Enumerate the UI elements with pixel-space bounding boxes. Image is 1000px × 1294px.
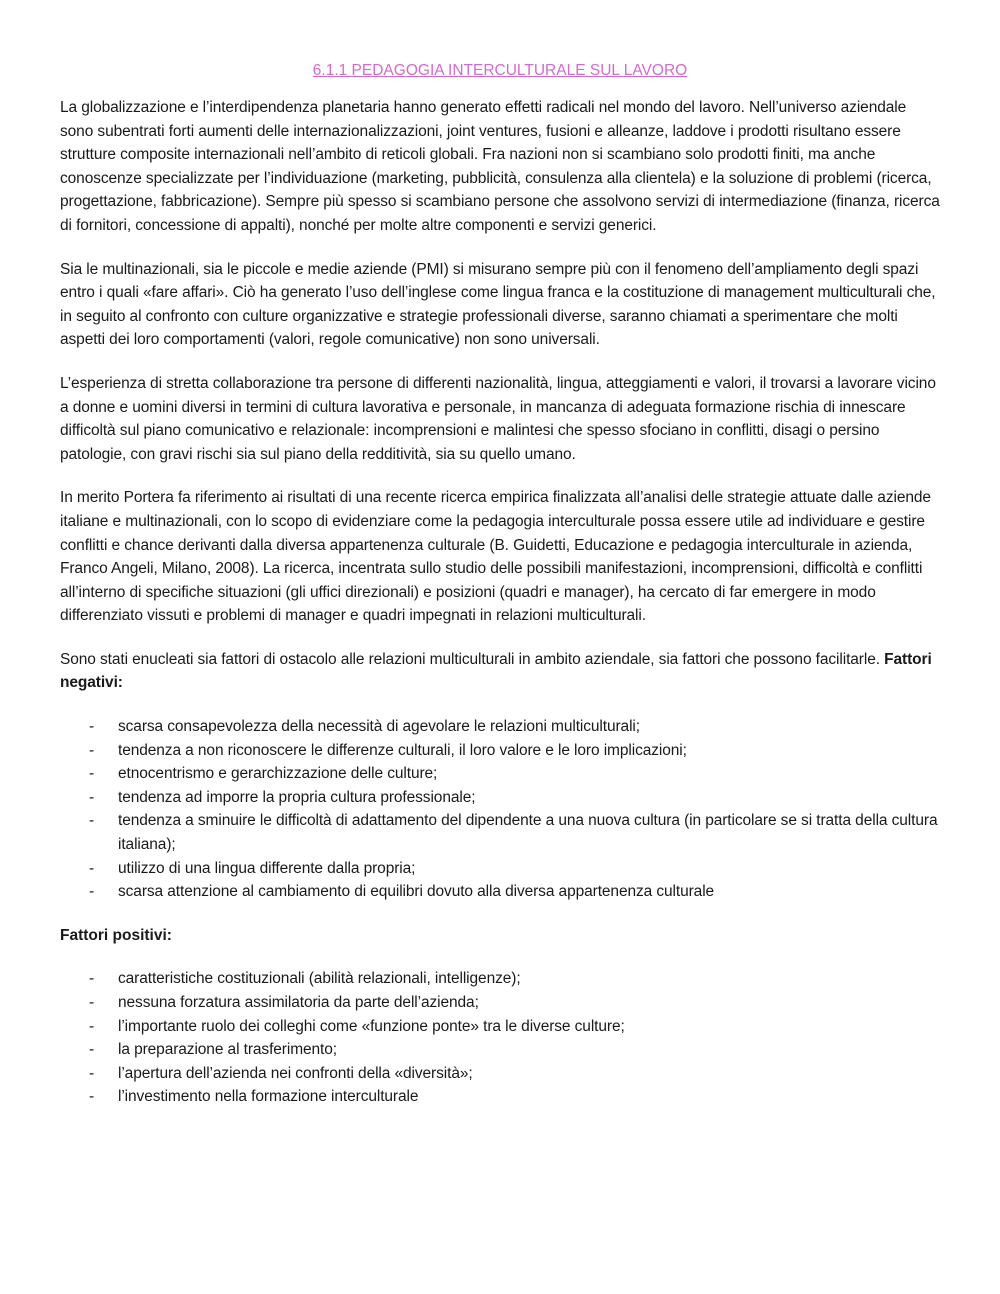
list-item-text: l’importante ruolo dei colleghi come «funzione ponte» tra le diverse culture; (118, 1017, 625, 1035)
list-item (60, 739, 940, 763)
list-item (60, 1015, 940, 1039)
list-item-text: tendenza ad imporre la propria cultura professionale; (118, 788, 476, 806)
list-item-text: l’investimento nella formazione interculturale (118, 1088, 419, 1106)
section-title: 6.1.1 PEDAGOGIA INTERCULTURALE SUL LAVORO (312, 62, 688, 79)
list-item (60, 880, 940, 904)
list-item-text: scarsa consapevolezza della necessità di agevolare le relazioni multiculturali; (118, 718, 640, 736)
paragraph-portera-research: In merito Portera fa riferimento ai risultati di una recente ricerca empirica finalizzata all’analisi delle strategie attuate dalle aziende italiane e multinazionali, con lo scopo di evidenziare come la pedagogia interculturale possa essere utile ad individuare e gestire conflitti e chance derivanti dalla diversa appartenenza culturale (B. Guidetti, Educazione e pedagogia interculturale in azienda, Franco Angeli, Milano, 2008). La ricerca, incentrata sullo studio delle possibili manifestazioni, incomprensioni, difficoltà e conflitti all’interno di specifiche situazioni (gli uffici direzionali) e posizioni (quadri e manager), ha cercato di far emergere in modo differenziato vissuti e problemi di manager e quadri impegnati in relazioni multiculturali. (60, 489, 931, 625)
dash-bullet: - (89, 788, 95, 806)
dash-bullet: - (89, 741, 95, 759)
dash-bullet: - (89, 883, 95, 901)
dash-bullet: - (89, 1064, 95, 1082)
dash-bullet: - (89, 970, 95, 988)
list-item-text: nessuna forzatura assimilatoria da parte dell’azienda; (118, 994, 479, 1011)
list-item (60, 786, 940, 810)
list-item (60, 1085, 940, 1109)
negative-factors-list (60, 715, 940, 904)
list-item-text: l’apertura dell’azienda nei confronti della «diversità»; (118, 1064, 473, 1082)
list-item-text: scarsa attenzione al cambiamento di equilibri dovuto alla diversa appartenenza culturale (118, 883, 715, 901)
list-item (60, 857, 940, 881)
list-item (60, 991, 940, 1015)
list-item-text: caratteristiche costituzionali (abilità relazionali, intelligenze); (118, 970, 521, 988)
paragraph-multinationals: Sia le multinazionali, sia le piccole e medie aziende (PMI) si misurano sempre più con il fenomeno dell’ampliamento degli spazi entro i quali «fare affari». Ciò ha generato l’uso dell’inglese come lingua franca e la costituzione di management multiculturali che, in seguito al confronto con culture organizzative e strategie professionali diverse, saranno chiamati a sperimentare che molti aspetti dei loro comportamenti (valori, regole comunicative) non sono universali. (60, 260, 936, 349)
list-item-text: utilizzo di una lingua differente dalla propria; (118, 859, 416, 877)
list-item (60, 809, 940, 856)
dash-bullet: - (89, 994, 95, 1011)
dash-bullet: - (89, 1017, 95, 1035)
list-item (60, 762, 940, 786)
list-item-text: etnocentrismo e gerarchizzazione delle culture; (118, 765, 438, 783)
list-item-text: la preparazione al trasferimento; (118, 1041, 337, 1059)
list-item (60, 1062, 940, 1086)
list-item (60, 967, 940, 991)
paragraph-globalization: La globalizzazione e l’interdipendenza planetaria hanno generato effetti radicali nel mondo del lavoro. Nell’universo aziendale sono subentrati forti aumenti delle internazionalizzazioni, joint ventures, fusioni e alleanze, laddove i prodotti risultano essere strutture composite internazionali nell’ambito di reticoli globali. Fra nazioni non si scambiano solo prodotti finiti, ma anche conoscenze specializzate per l’individuazione (marketing, pubblicità, consulenza alla clientela) e la soluzione di problemi (ricerca, progettazione, fabbricazione). Sempre più spesso si scambiano persone che assolvono servizi di intermediazione (finanza, ricerca di fornitori, concessione di appalti), nonché per molte altre componenti e servizi generici. (60, 99, 940, 234)
positive-factors-list (60, 967, 940, 1109)
dash-bullet: - (89, 1088, 95, 1106)
list-item (60, 715, 940, 739)
dash-bullet: - (89, 718, 95, 736)
paragraph-collaboration: L’esperienza di stretta collaborazione tra persone di differenti nazionalità, lingua, atteggiamenti e valori, il trovarsi a lavorare vicino a donne e uomini diversi in termini di cultura lavorativa e personale, in mancanza di adeguata formazione rischia di innescare difficoltà sul piano comunicativo e relazionale: incomprensioni e malintesi che spesso sfociano in conflitti, disagi o persino patologie, con gravi rischi sia sul piano della redditività, sia su quello umano. (60, 374, 936, 463)
factors-intro-text: Sono stati enucleati sia fattori di ostacolo alle relazioni multiculturali in ambito aziendale, sia fattori che possono facilitarle. (60, 650, 880, 668)
dash-bullet: - (89, 859, 95, 877)
list-item-text: tendenza a non riconoscere le differenze culturali, il loro valore e le loro implicazioni; (118, 741, 687, 759)
list-item-text: tendenza a sminuire le difficoltà di adattamento del dipendente a una nuova cultura (in particolare se si tratta della cultura italiana); (118, 812, 938, 854)
positive-factors-heading: Fattori positivi: (60, 926, 172, 944)
paragraph-factors-intro (60, 648, 940, 695)
dash-bullet: - (89, 765, 95, 783)
list-item (60, 1038, 940, 1062)
dash-bullet: - (89, 1041, 95, 1059)
dash-bullet: - (89, 812, 95, 830)
negative-factors-heading: Fattori negativi: (60, 650, 932, 692)
